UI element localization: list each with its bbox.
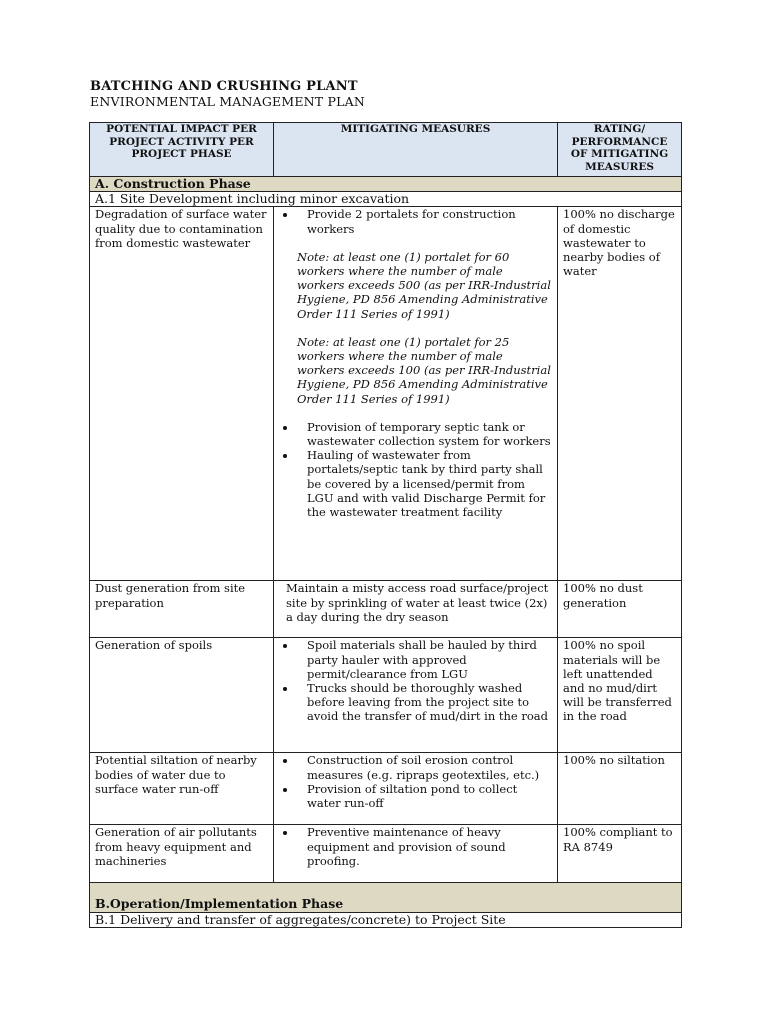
subphase-b1-label: B.1 Delivery and transfer of aggregates/concrete) to Project Site xyxy=(90,912,682,927)
impact-cell: Dust generation from site preparation xyxy=(90,581,274,638)
measures-cell xyxy=(274,207,558,581)
rating-cell: 100% compliant to RA 8749 xyxy=(558,825,682,883)
subphase-a1-row xyxy=(90,192,682,207)
impact-cell: Degradation of surface water quality due to contamination from domestic wastewater xyxy=(90,207,274,581)
column-header-measures: MITIGATING MEASURES xyxy=(274,123,558,177)
rating-cell: 100% no spoil materials will be left unattended and no mud/dirt will be transferred in the road xyxy=(558,638,682,753)
measure-item: • Provision of siltation pond to collect water run-off xyxy=(297,782,552,810)
impact-cell: Generation of air pollutants from heavy equipment and machineries xyxy=(90,825,274,883)
measure-item: • Trucks should be thoroughly washed before leaving from the project site to avoid the transfer of mud/dirt in the road xyxy=(297,681,552,724)
column-header-impact: POTENTIAL IMPACT PER PROJECT ACTIVITY PER PROJECT PHASE xyxy=(90,123,274,177)
measures-cell: Maintain a misty access road surface/project site by sprinkling of water at least twice (2x) a day during the dry season xyxy=(274,581,558,638)
rating-cell: 100% no siltation xyxy=(558,753,682,825)
measures-list xyxy=(279,207,552,235)
measure-item: • Provision of temporary septic tank or wastewater collection system for workers xyxy=(297,420,552,448)
phase-b-label: B.Operation/Implementation Phase xyxy=(90,883,682,912)
table-header-row xyxy=(90,123,682,177)
subphase-b1-row xyxy=(90,912,682,927)
column-header-rating: RATING/ PERFORMANCE OF MITIGATING MEASURES xyxy=(558,123,682,177)
measures-cell xyxy=(274,638,558,753)
impact-cell: Generation of spoils xyxy=(90,638,274,753)
note-text: Note: at least one (1) portalet for 25 workers where the number of male workers exceeds 100 (as per IRR-Industrial Hygiene, PD 856 Amending Administrative Order 111 Series of 1991) xyxy=(297,334,551,406)
measures-list xyxy=(279,420,552,519)
measures-list xyxy=(279,638,552,723)
measures-cell xyxy=(274,753,558,825)
phase-b-row xyxy=(90,883,682,912)
measure-item: • Provide 2 portalets for construction workers xyxy=(297,207,552,235)
subphase-a1-label: A.1 Site Development including minor excavation xyxy=(90,192,682,207)
measures-list xyxy=(279,753,552,810)
rating-cell: 100% no dust generation xyxy=(558,581,682,638)
document-title: BATCHING AND CRUSHING PLANT xyxy=(90,79,358,94)
measure-item: • Hauling of wastewater from portalets/septic tank by third party shall be covered by a licensed/permit from LGU and with valid Discharge Permit for the wastewater treatment facility xyxy=(297,448,552,519)
emp-table xyxy=(89,122,682,928)
phase-a-row xyxy=(90,177,682,192)
note-text: Note: at least one (1) portalet for 60 workers where the number of male workers exceeds 500 (as per IRR-Industrial Hygiene, PD 856 Amending Administrative Order 111 Series of 1991) xyxy=(297,249,551,321)
document-subtitle: ENVIRONMENTAL MANAGEMENT PLAN xyxy=(90,94,365,109)
measure-item: • Preventive maintenance of heavy equipment and provision of sound proofing. xyxy=(297,825,552,868)
measures-cell xyxy=(274,825,558,883)
phase-a-label: A. Construction Phase xyxy=(90,177,682,192)
table-row xyxy=(90,638,682,753)
impact-cell: Potential siltation of nearby bodies of water due to surface water run-off xyxy=(90,753,274,825)
measures-list xyxy=(279,825,552,868)
table-row xyxy=(90,581,682,638)
table-row xyxy=(90,825,682,883)
rating-cell: 100% no discharge of domestic wastewater to nearby bodies of water xyxy=(558,207,682,581)
table-row xyxy=(90,207,682,581)
table-row xyxy=(90,753,682,825)
measure-item: • Construction of soil erosion control measures (e.g. ripraps geotextiles, etc.) xyxy=(297,753,552,781)
measure-item: • Spoil materials shall be hauled by third party hauler with approved permit/clearance from LGU xyxy=(297,638,552,681)
